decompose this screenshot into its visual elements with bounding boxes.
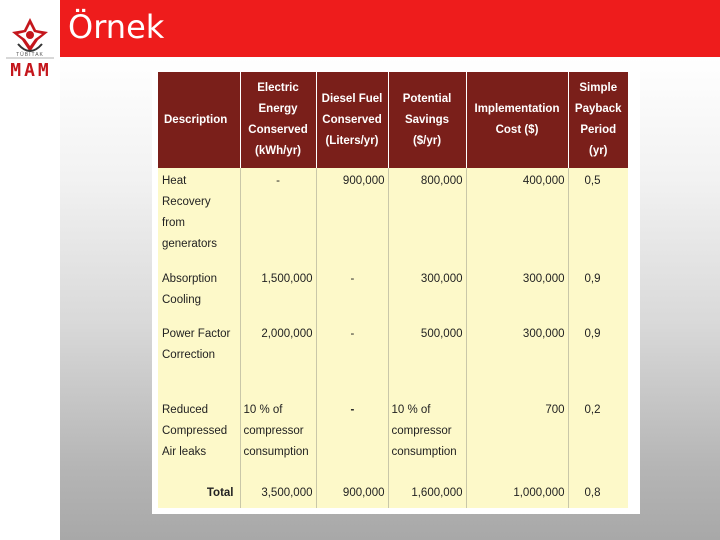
cell-total-cost: 1,000,000 [466,476,568,508]
cell-total-electric: 3,500,000 [240,476,316,508]
energy-savings-table [158,72,628,508]
table-row [158,321,628,397]
col-header-potential-savings: Potential Savings ($/yr) [388,72,466,168]
cell-total-label: Total [158,476,240,508]
cell-savings: 300,000 [388,266,466,321]
left-sidebar [0,0,60,540]
slide-title: Örnek [68,8,165,46]
cell-electric: 10 % of compressor consumption [240,397,316,476]
cell-payback: 0,9 [568,321,628,397]
table-row [158,266,628,321]
cell-savings: 500,000 [388,321,466,397]
cell-description: Absorption Cooling [158,266,240,321]
savings-table-frame [152,70,640,514]
slide-header [60,0,720,57]
cell-total-diesel: 900,000 [316,476,388,508]
table-header-row [158,72,628,168]
cell-payback: 0,5 [568,168,628,266]
cell-description: Heat Recovery from generators [158,168,240,266]
cell-diesel: - [316,397,388,476]
cell-payback: 0,9 [568,266,628,321]
col-header-electric-energy: Electric Energy Conserved (kWh/yr) [240,72,316,168]
cell-cost: 300,000 [466,266,568,321]
cell-description: Reduced Compressed Air leaks [158,397,240,476]
col-header-implementation-cost: Implementation Cost ($) [466,72,568,168]
mam-logo-text: MAM [10,60,52,81]
cell-payback: 0,2 [568,397,628,476]
cell-electric: 1,500,000 [240,266,316,321]
col-header-payback-period: Simple Payback Period (yr) [568,72,628,168]
col-header-diesel-fuel: Diesel Fuel Conserved (Liters/yr) [316,72,388,168]
cell-savings: 800,000 [388,168,466,266]
cell-diesel: 900,000 [316,168,388,266]
table-total-row [158,476,628,508]
col-header-description: Description [158,72,240,168]
cell-cost: 300,000 [466,321,568,397]
cell-total-payback: 0,8 [568,476,628,508]
cell-cost: 400,000 [466,168,568,266]
cell-total-savings: 1,600,000 [388,476,466,508]
cell-savings: 10 % of compressor consumption [388,397,466,476]
cell-cost: 700 [466,397,568,476]
cell-description: Power Factor Correction [158,321,240,397]
logo-subtitle: TÜBİTAK [16,52,44,58]
table-row [158,168,628,266]
cell-electric: 2,000,000 [240,321,316,397]
cell-electric: - [240,168,316,266]
cell-diesel: - [316,266,388,321]
cell-diesel: - [316,321,388,397]
table-row [158,397,628,476]
